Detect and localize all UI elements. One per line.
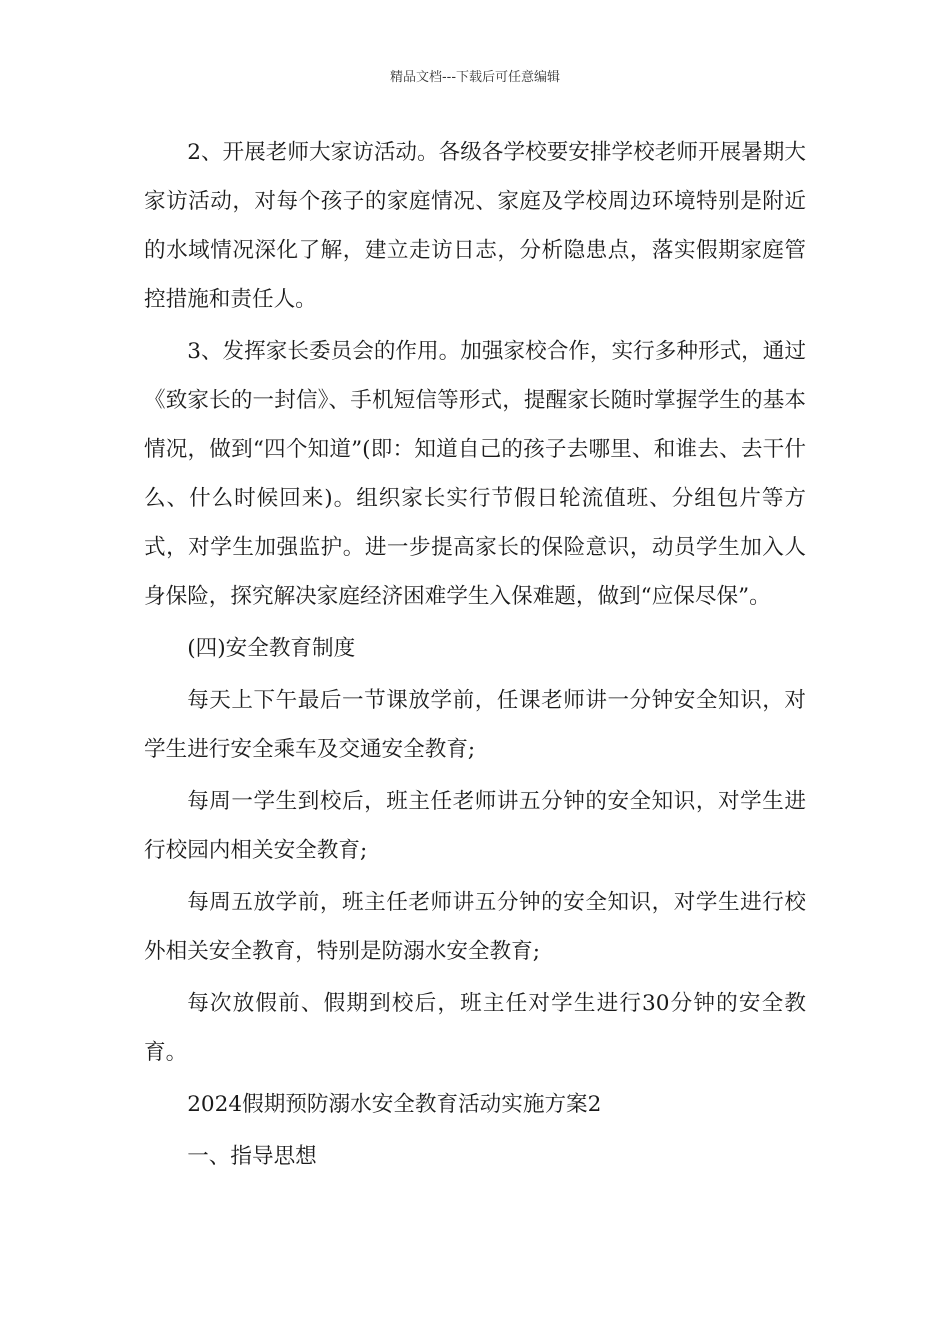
page-header: 精品文档---下载后可任意编辑 [389, 70, 561, 85]
paragraph-monday-safety: 每周一学生到校后，班主任老师讲五分钟的安全知识，对学生进行校园内相关安全教育; [144, 789, 806, 863]
document-body [144, 128, 806, 1181]
paragraph-friday-safety: 每周五放学前，班主任老师讲五分钟的安全知识，对学生进行校外相关安全教育，特别是防溺水安全教育; [144, 890, 806, 964]
section-heading-guiding-ideology: 一、指导思想 [187, 1144, 317, 1169]
paragraph-daily-safety: 每天上下午最后一节课放学前，任课老师讲一分钟安全知识，对学生进行安全乘车及交通安全教育; [144, 688, 806, 762]
paragraph-parent-visits: 2、开展老师大家访活动。各级各学校要安排学校老师开展暑期大家访活动，对每个孩子的家庭情况、家庭及学校周边环境特别是附近的水域情况深化了解，建立走访日志，分析隐患点，落实假期家庭管控措施和责任人。 [144, 140, 806, 312]
paragraph-holiday-safety: 每次放假前、假期到校后，班主任对学生进行30分钟的安全教育。 [144, 991, 806, 1065]
section-heading-safety-education: (四)安全教育制度 [187, 636, 356, 661]
document-title-plan-2: 2024假期预防溺水安全教育活动实施方案2 [187, 1092, 602, 1117]
paragraph-parent-committee: 3、发挥家长委员会的作用。加强家校合作，实行多种形式，通过《致家长的一封信》、手机短信等形式，提醒家长随时掌握学生的基本情况，做到“四个知道”(即：知道自己的孩子去哪里、和谁去、去干什么、什么时候回来)。组织家长实行节假日轮流值班、分组包片等方式，对学生加强监护。进一步提高家长的保险意识，动员学生加入人身保险，探究解决家庭经济困难学生入保难题，做到“应保尽保”。 [144, 339, 806, 609]
